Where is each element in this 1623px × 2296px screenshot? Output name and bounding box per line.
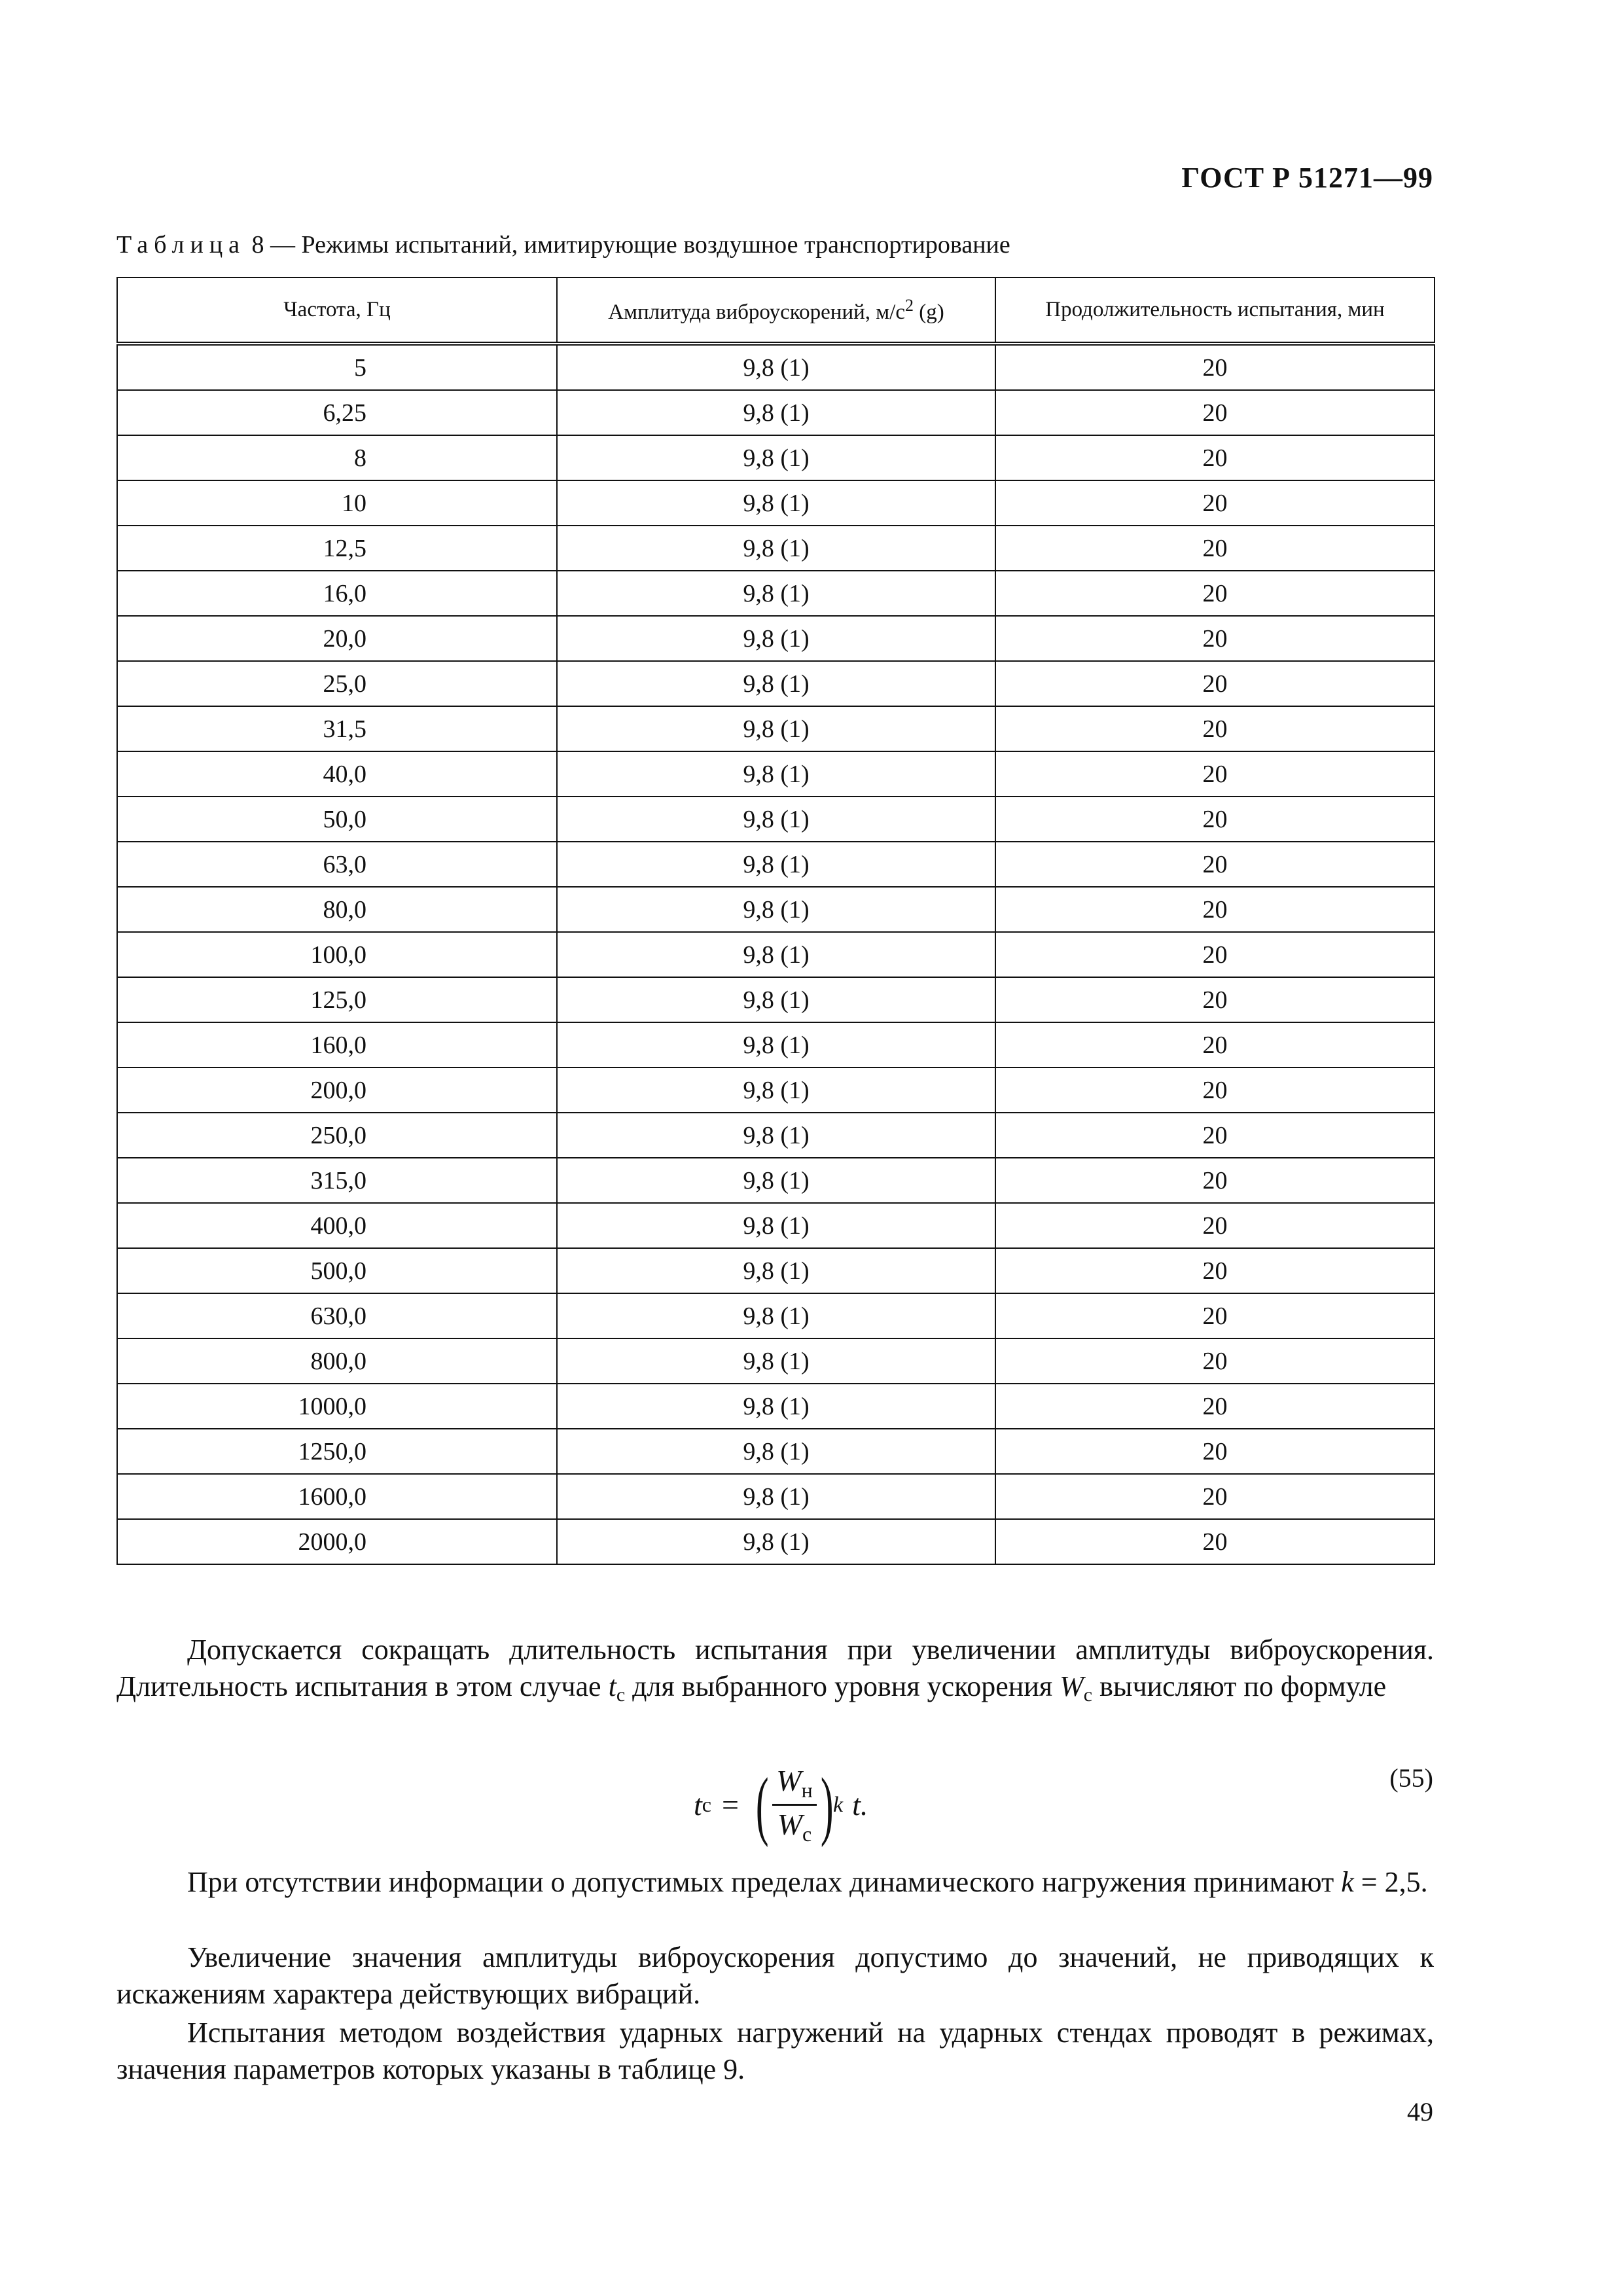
paragraph-amplitude-increase: Увеличение значения амплитуды виброускорения допустимо до значений, не приводящих к искажениям характера действующих вибраций.: [116, 1941, 1434, 2010]
table-row: [117, 1293, 1435, 1338]
cell-frequency: [117, 706, 557, 751]
formula-equals: =: [721, 1788, 739, 1821]
cell-frequency: [117, 571, 557, 616]
cell-amplitude: 9,8 (1): [557, 1429, 995, 1474]
cell-duration: 20: [995, 932, 1435, 977]
cell-duration: 20: [995, 797, 1435, 842]
frequency-value: 10: [342, 489, 366, 517]
table-row: [117, 842, 1435, 887]
symbol-w-sub: с: [1083, 1684, 1093, 1706]
frequency-value: 6,25: [323, 399, 366, 427]
cell-frequency: [117, 1474, 557, 1519]
table-row: [117, 1384, 1435, 1429]
cell-duration: 20: [995, 1248, 1435, 1293]
cell-amplitude: 9,8 (1): [557, 932, 995, 977]
table-row: [117, 1113, 1435, 1158]
frequency-value: 100,0: [310, 941, 366, 969]
header-amplitude-main: Амплитуда виброускорений, м/с: [608, 300, 905, 324]
cell-frequency: [117, 1384, 557, 1429]
numerator-symbol: W: [776, 1764, 802, 1797]
cell-amplitude: 9,8 (1): [557, 344, 995, 390]
cell-frequency: [117, 932, 557, 977]
frequency-value: 40,0: [323, 760, 366, 788]
header-amplitude-tail: (g): [913, 300, 944, 324]
table-row: [117, 571, 1435, 616]
frequency-value: 125,0: [310, 986, 366, 1014]
cell-duration: 20: [995, 344, 1435, 390]
page-number: 49: [1407, 2097, 1433, 2126]
symbol-k: k: [1341, 1866, 1354, 1898]
paragraph-shock-tests: Испытания методом воздействия ударных нагружений на ударных стендах проводят в режимах, значения параметров которых указаны в таблице 9.: [116, 2017, 1434, 2085]
paragraph-reduce-duration: [116, 1632, 1434, 1713]
cell-duration: 20: [995, 526, 1435, 571]
table-row: [117, 932, 1435, 977]
frequency-value: 630,0: [310, 1302, 366, 1330]
table-caption-text: 8 — Режимы испытаний, имитирующие воздушное транспортирование: [245, 231, 1010, 259]
formula-number: (55): [1389, 1763, 1433, 1793]
frequency-value: 500,0: [310, 1257, 366, 1285]
cell-duration: 20: [995, 842, 1435, 887]
cell-duration: 20: [995, 480, 1435, 526]
cell-amplitude: 9,8 (1): [557, 751, 995, 797]
frequency-value: 31,5: [323, 715, 366, 743]
cell-amplitude: 9,8 (1): [557, 977, 995, 1022]
table-row: [117, 1474, 1435, 1519]
table-row: [117, 480, 1435, 526]
frequency-value: 16,0: [323, 579, 366, 607]
cell-frequency: [117, 1022, 557, 1067]
table-row: [117, 1519, 1435, 1564]
frequency-value: 1250,0: [298, 1437, 366, 1465]
formula-numerator: [772, 1763, 816, 1806]
table-row: [117, 751, 1435, 797]
cell-amplitude: 9,8 (1): [557, 1203, 995, 1248]
table-row: [117, 977, 1435, 1022]
table-row: [117, 435, 1435, 480]
frequency-value: 2000,0: [298, 1528, 366, 1556]
cell-amplitude: 9,8 (1): [557, 616, 995, 661]
frequency-value: 12,5: [323, 534, 366, 562]
cell-amplitude: 9,8 (1): [557, 1248, 995, 1293]
cell-duration: 20: [995, 1519, 1435, 1564]
cell-duration: 20: [995, 706, 1435, 751]
cell-frequency: [117, 390, 557, 435]
cell-duration: 20: [995, 1067, 1435, 1113]
paragraph-text: для выбранного уровня ускорения: [625, 1670, 1060, 1702]
header-amplitude: [557, 278, 995, 344]
cell-frequency: [117, 1113, 557, 1158]
cell-amplitude: 9,8 (1): [557, 706, 995, 751]
header-amplitude-sup: 2: [904, 295, 914, 315]
cell-frequency: [117, 1293, 557, 1338]
formula-paren-close: ): [820, 1761, 834, 1848]
cell-duration: 20: [995, 751, 1435, 797]
cell-duration: 20: [995, 1474, 1435, 1519]
frequency-value: 1600,0: [298, 1482, 366, 1511]
numerator-sub: н: [801, 1778, 813, 1802]
cell-amplitude: 9,8 (1): [557, 797, 995, 842]
table-header-row: [117, 278, 1435, 344]
cell-amplitude: 9,8 (1): [557, 1067, 995, 1113]
frequency-value: 160,0: [310, 1031, 366, 1059]
cell-frequency: [117, 661, 557, 706]
formula-fraction: [772, 1763, 816, 1846]
cell-duration: 20: [995, 571, 1435, 616]
paragraph-text: При отсутствии информации о допустимых пределах динамического нагружения принимают: [187, 1866, 1342, 1898]
table-row: [117, 661, 1435, 706]
frequency-value: 63,0: [323, 850, 366, 878]
table-row: [117, 1338, 1435, 1384]
formula-power: k: [832, 1792, 844, 1817]
table-body: [117, 344, 1435, 1564]
cell-frequency: [117, 797, 557, 842]
cell-frequency: [117, 344, 557, 390]
frequency-value: 8: [354, 444, 366, 472]
table-caption: [116, 230, 1010, 259]
formula-55: [694, 1763, 868, 1846]
frequency-value: 50,0: [323, 805, 366, 833]
cell-duration: 20: [995, 887, 1435, 932]
symbol-w: W: [1060, 1670, 1084, 1702]
table-row: [117, 1067, 1435, 1113]
table-row: [117, 797, 1435, 842]
cell-frequency: [117, 887, 557, 932]
frequency-value: 315,0: [310, 1166, 366, 1194]
frequency-value: 400,0: [310, 1211, 366, 1240]
cell-frequency: [117, 751, 557, 797]
header-frequency: Частота, Гц: [117, 278, 557, 344]
table-row: [117, 1203, 1435, 1248]
cell-duration: 20: [995, 1158, 1435, 1203]
frequency-value: 80,0: [323, 895, 366, 924]
cell-duration: 20: [995, 1429, 1435, 1474]
cell-amplitude: 9,8 (1): [557, 1338, 995, 1384]
cell-duration: 20: [995, 1293, 1435, 1338]
test-modes-table: [116, 277, 1435, 1565]
cell-frequency: [117, 480, 557, 526]
table-row: [117, 706, 1435, 751]
denominator-sub: с: [802, 1822, 812, 1846]
cell-duration: 20: [995, 390, 1435, 435]
formula-tail: t.: [852, 1788, 868, 1821]
table-row: [117, 616, 1435, 661]
frequency-value: 1000,0: [298, 1392, 366, 1420]
paragraph-text: Допускается сокращать длительность испытания при увеличении амплитуды виброускорения. Длительность испытания в этом случае: [116, 1634, 1434, 1702]
table-caption-word: Таблица: [116, 231, 246, 259]
frequency-value: 25,0: [323, 670, 366, 698]
cell-duration: 20: [995, 435, 1435, 480]
cell-amplitude: 9,8 (1): [557, 1158, 995, 1203]
cell-duration: 20: [995, 616, 1435, 661]
formula-denominator: [774, 1806, 816, 1846]
cell-duration: 20: [995, 977, 1435, 1022]
cell-frequency: [117, 1248, 557, 1293]
paragraph-text: вычисляют по формуле: [1092, 1670, 1387, 1702]
cell-amplitude: 9,8 (1): [557, 1022, 995, 1067]
table-row: [117, 1022, 1435, 1067]
frequency-value: 250,0: [310, 1121, 366, 1149]
formula-lhs-sub: с: [702, 1793, 711, 1816]
cell-frequency: [117, 1429, 557, 1474]
cell-duration: 20: [995, 1338, 1435, 1384]
table-row: [117, 1158, 1435, 1203]
cell-amplitude: 9,8 (1): [557, 526, 995, 571]
cell-amplitude: 9,8 (1): [557, 661, 995, 706]
symbol-t-sub: с: [616, 1684, 626, 1706]
cell-duration: 20: [995, 1022, 1435, 1067]
cell-frequency: [117, 435, 557, 480]
cell-amplitude: 9,8 (1): [557, 1384, 995, 1429]
cell-duration: 20: [995, 1113, 1435, 1158]
paragraph-k-value: [116, 1864, 1434, 1901]
cell-amplitude: 9,8 (1): [557, 390, 995, 435]
cell-duration: 20: [995, 1384, 1435, 1429]
cell-duration: 20: [995, 661, 1435, 706]
table-row: [117, 344, 1435, 390]
cell-frequency: [117, 977, 557, 1022]
cell-frequency: [117, 1519, 557, 1564]
cell-frequency: [117, 616, 557, 661]
table-row: [117, 1248, 1435, 1293]
table-row: [117, 526, 1435, 571]
frequency-value: 20,0: [323, 624, 366, 653]
cell-amplitude: 9,8 (1): [557, 571, 995, 616]
cell-amplitude: 9,8 (1): [557, 480, 995, 526]
cell-amplitude: 9,8 (1): [557, 842, 995, 887]
cell-amplitude: 9,8 (1): [557, 1474, 995, 1519]
table-row: [117, 390, 1435, 435]
formula-lhs: t: [694, 1788, 702, 1821]
header-duration: Продолжительность испытания, мин: [995, 278, 1435, 344]
cell-amplitude: 9,8 (1): [557, 887, 995, 932]
cell-duration: 20: [995, 1203, 1435, 1248]
denominator-symbol: W: [777, 1808, 803, 1841]
frequency-value: 800,0: [310, 1347, 366, 1375]
frequency-value: 5: [354, 353, 366, 382]
cell-amplitude: 9,8 (1): [557, 435, 995, 480]
cell-amplitude: 9,8 (1): [557, 1519, 995, 1564]
cell-frequency: [117, 1158, 557, 1203]
cell-amplitude: 9,8 (1): [557, 1113, 995, 1158]
document-code: ГОСТ Р 51271—99: [1181, 162, 1433, 194]
paragraph-text: = 2,5.: [1353, 1866, 1428, 1898]
symbol-t: t: [608, 1670, 616, 1702]
cell-amplitude: 9,8 (1): [557, 1293, 995, 1338]
cell-frequency: [117, 1067, 557, 1113]
formula-paren-open: (: [755, 1761, 769, 1848]
cell-frequency: [117, 1338, 557, 1384]
cell-frequency: [117, 1203, 557, 1248]
table-row: [117, 887, 1435, 932]
cell-frequency: [117, 842, 557, 887]
frequency-value: 200,0: [310, 1076, 366, 1104]
table-row: [117, 1429, 1435, 1474]
cell-frequency: [117, 526, 557, 571]
